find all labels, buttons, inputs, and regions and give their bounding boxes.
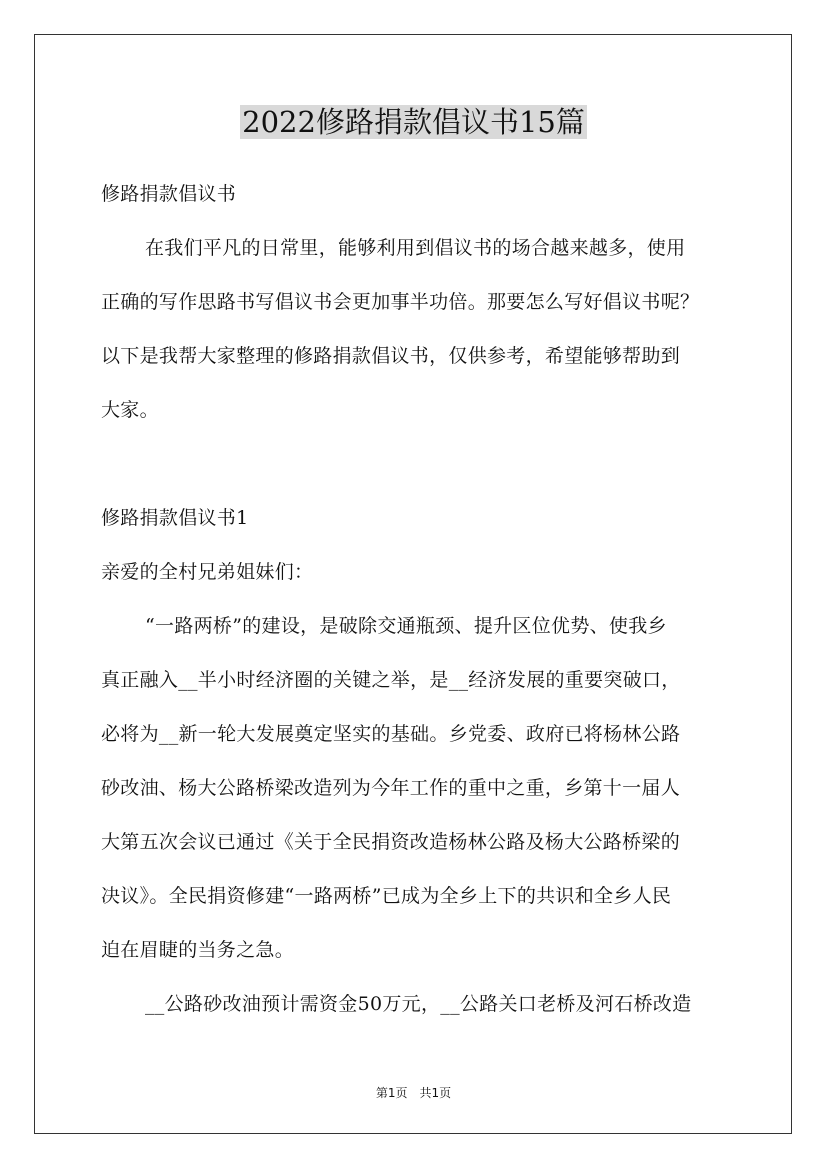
body-line: 迫在眉睫的当务之急。 [101, 939, 295, 961]
body-line: “一路两桥”的建设，是破除交通瓶颈、提升区位优势、使我乡 [145, 615, 667, 637]
body-line: 必将为__新一轮大发展奠定坚实的基础。乡党委、政府已将杨林公路 [101, 723, 681, 745]
section-heading: 修路捐款倡议书 [101, 183, 237, 205]
body-line: 真正融入__半小时经济圈的关键之举，是__经济发展的重要突破口， [101, 669, 681, 691]
body-line: __公路砂改油预计需资金50万元，__公路关口老桥及河石桥改造 [145, 993, 692, 1015]
intro-line: 在我们平凡的日常里，能够利用到倡议书的场合越来越多，使用 [145, 237, 686, 259]
salutation: 亲爱的全村兄弟姐妹们： [101, 561, 314, 583]
document-title [0, 100, 827, 144]
page-footer: 第1页 共1页 [375, 1086, 452, 1100]
intro-line: 大家。 [101, 399, 159, 421]
article-heading: 修路捐款倡议书1 [101, 507, 249, 529]
body-line: 决议》。全民捐资修建“一路两桥”已成为全乡上下的共识和全乡人民 [101, 885, 672, 907]
intro-line: 以下是我帮大家整理的修路捐款倡议书，仅供参考，希望能够帮助到 [101, 345, 681, 367]
body-line: 砂改油、杨大公路桥梁改造列为今年工作的重中之重，乡第十一届人 [101, 777, 681, 799]
intro-line: 正确的写作思路书写倡议书会更加事半功倍。那要怎么写好倡议书呢？ [101, 291, 700, 313]
body-line: 大第五次会议已通过《关于全民捐资改造杨林公路及杨大公路桥梁的 [101, 831, 681, 853]
document-title-text: 2022修路捐款倡议书15篇 [242, 105, 585, 139]
